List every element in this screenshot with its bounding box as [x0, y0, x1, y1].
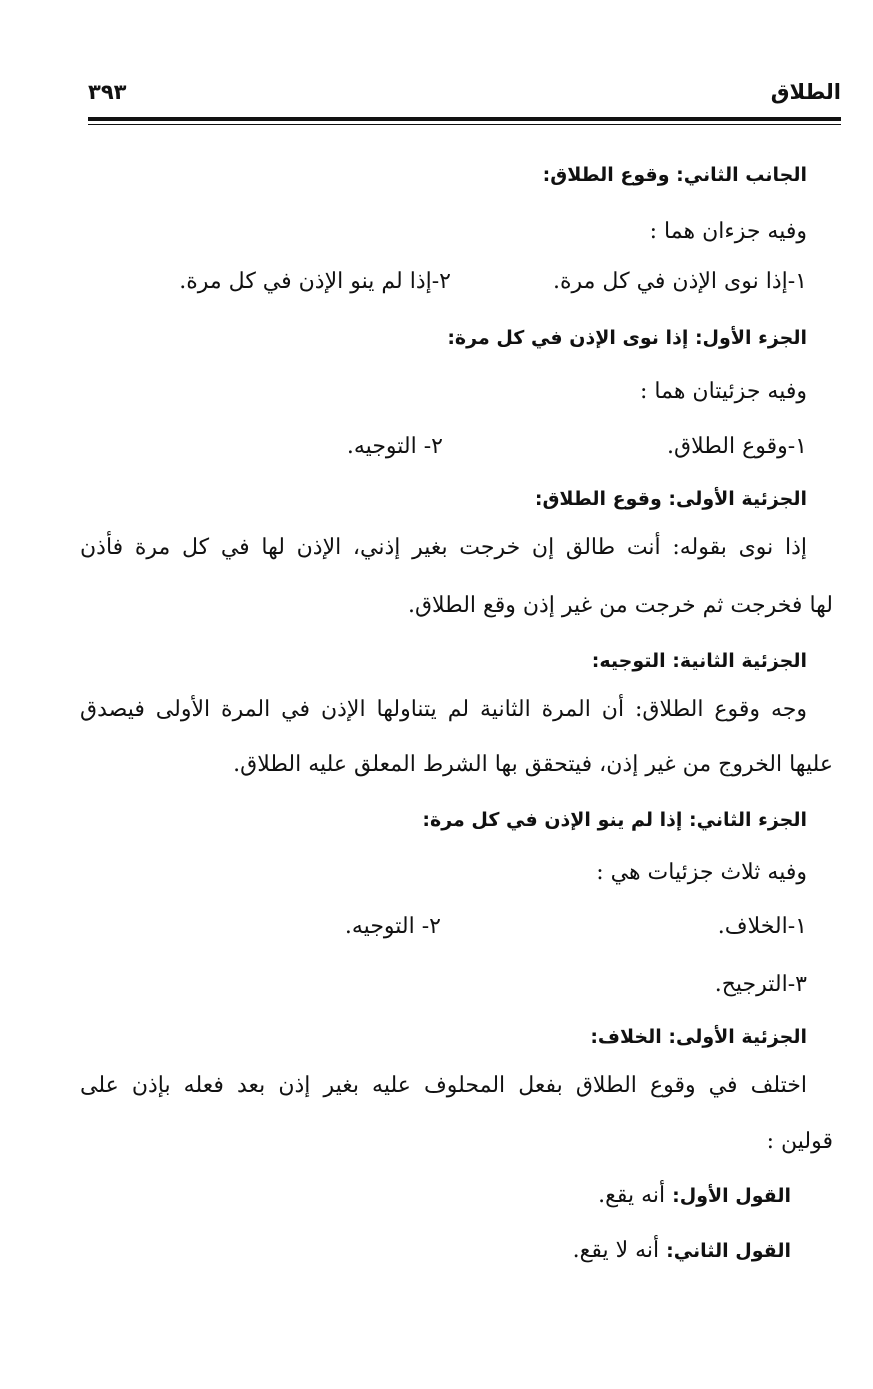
paragraph-line: إذا نوى بقوله: أنت طالق إن خرجت بغير إذني، الإذن لها في كل مرة فأذن [80, 535, 807, 560]
part2-item-3: ٣-الترجيح. [714, 972, 807, 997]
paragraph-line: لها فخرجت ثم خرجت من غير إذن وقع الطلاق. [407, 593, 833, 618]
opinion-1-text: أنه يقع. [598, 1183, 666, 1208]
section-intro: وفيه جزءان هما : [649, 219, 807, 244]
paragraph-line: عليها الخروج من غير إذن، فيتحقق بها الشرط المعلق عليه الطلاق. [233, 752, 833, 777]
paragraph-line: قولين : [766, 1129, 833, 1154]
part1-heading: الجزء الأول: إذا نوى الإذن في كل مرة: [447, 327, 807, 349]
part1-sub1-heading: الجزئية الأولى: وقوع الطلاق: [534, 488, 807, 510]
paragraph-line: وجه وقوع الطلاق: أن المرة الثانية لم يتناولها الإذن في المرة الأولى فيصدق [80, 697, 807, 722]
header-rule-thick [88, 117, 841, 121]
part2-heading: الجزء الثاني: إذا لم ينو الإذن في كل مرة: [422, 809, 807, 831]
part2-item-1: ١-الخلاف. [717, 914, 807, 939]
part2-sub1-heading: الجزئية الأولى: الخلاف: [590, 1026, 807, 1048]
part1-item-2: ٢- التوجيه. [346, 434, 443, 459]
part1-intro: وفيه جزئيتان هما : [640, 379, 807, 404]
part2-intro: وفيه ثلاث جزئيات هي : [596, 860, 807, 885]
opinion-1-label: القول الأول: [672, 1185, 791, 1207]
opinion-2-text: أنه لا يقع. [572, 1238, 660, 1263]
part1-sub2-heading: الجزئية الثانية: التوجيه: [591, 650, 807, 672]
section-item-1: ١-إذا نوى الإذن في كل مرة. [553, 269, 807, 294]
page-header [88, 80, 841, 114]
running-title: الطلاق [770, 80, 841, 104]
header-rule-thin [88, 124, 841, 125]
section-item-2: ٢-إذا لم ينو الإذن في كل مرة. [179, 269, 451, 294]
opinion-2-label: القول الثاني: [666, 1240, 791, 1262]
part1-item-1: ١-وقوع الطلاق. [667, 434, 807, 459]
section-heading: الجانب الثاني: وقوع الطلاق: [542, 164, 807, 186]
part2-item-2: ٢- التوجيه. [344, 914, 441, 939]
paragraph-line: اختلف في وقوع الطلاق بفعل المحلوف عليه بغير إذن بعد فعله بإذن على [80, 1073, 807, 1098]
opinion-2 [573, 1236, 791, 1266]
opinion-1 [598, 1181, 791, 1211]
page-number: ٣٩٣ [88, 80, 127, 104]
